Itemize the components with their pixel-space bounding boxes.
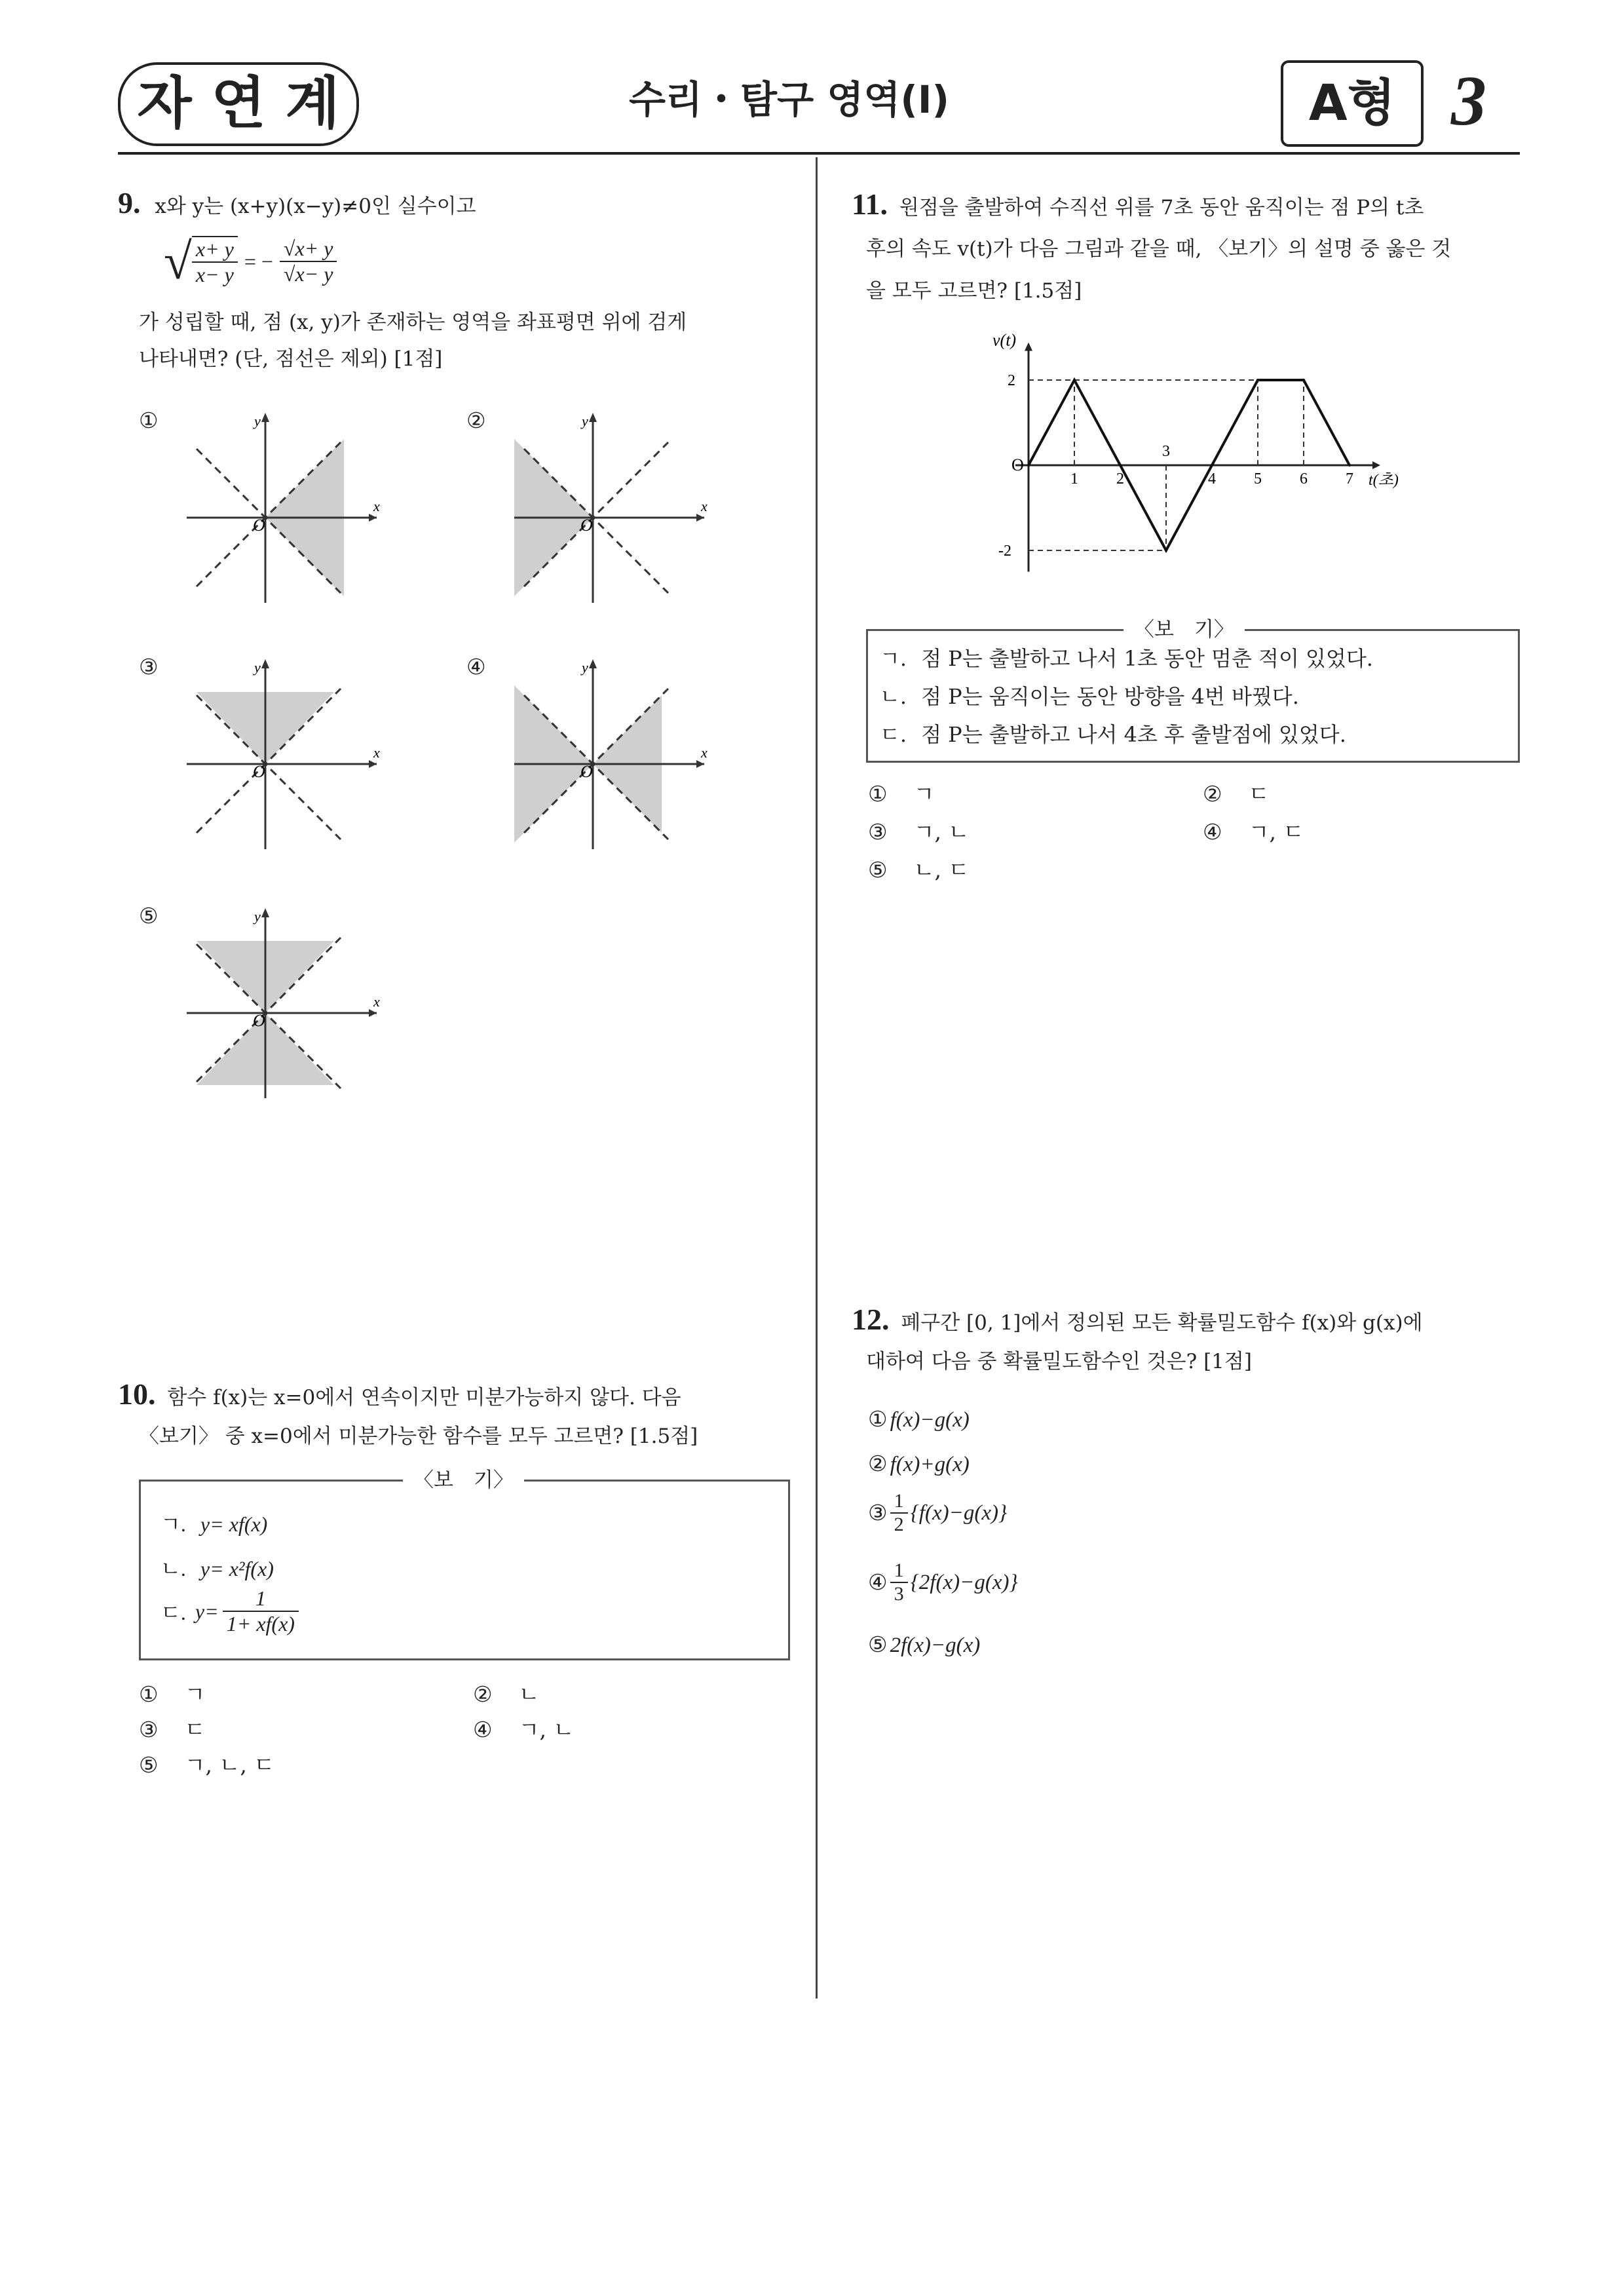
svg-text:y: y <box>582 413 588 429</box>
q9-graph-5[interactable] <box>177 902 387 1105</box>
q12-choice-4[interactable]: ④ $\frac{1}{3}$ {2f(x)−g(x)} <box>868 1559 1018 1605</box>
data-point-t5 <box>1256 379 1259 381</box>
q12-choice-2[interactable]: ② f(x)+g(x) <box>868 1453 970 1476</box>
q12-choice-3[interactable]: ③ $\frac{1}{2}$ {f(x)−g(x)} <box>868 1490 1008 1535</box>
q11-stem-line1: 원점을 출발하여 수직선 위를 7초 동안 움직이는 점 P의 t초 <box>899 196 1424 220</box>
q12-stem-line1: 폐구간 [0, 1]에서 정의된 모든 확률밀도함수 f(x)와 g(x)에 <box>901 1311 1423 1335</box>
x-tick-3: 3 <box>1162 443 1170 460</box>
q10-choice-1[interactable]: ① ㄱ <box>139 1681 206 1707</box>
x-tick-1: 1 <box>1070 470 1078 488</box>
q9-stem-line2: 가 성립할 때, 점 (x, y)가 존재하는 영역을 좌표평면 위에 검게 <box>139 311 687 334</box>
svg-text:O: O <box>253 516 265 535</box>
page-number: 3 <box>1451 62 1486 140</box>
svg-text:y: y <box>254 659 261 676</box>
q9-graph-1[interactable] <box>177 406 387 609</box>
svg-text:O: O <box>253 762 265 781</box>
data-point-t1 <box>1073 379 1076 381</box>
q9-choice-5-mark[interactable]: ⑤ <box>139 903 159 928</box>
svg-text:y: y <box>254 413 261 429</box>
q9-rhs-fraction <box>280 237 337 286</box>
track-label: 자 연 계 <box>137 71 340 136</box>
q10-bogi-box <box>139 1468 790 1660</box>
q10-number: 10. <box>118 1377 156 1411</box>
x-axis-label: t(초) <box>1369 472 1399 489</box>
svg-text:x: x <box>701 744 708 761</box>
q10-item-1: ㄱ. y= xf(x) <box>161 1512 268 1536</box>
svg-text:x: x <box>373 498 380 514</box>
q11-item-2: ㄴ. 점 P는 움직이는 동안 방향을 4번 바꿨다. <box>880 684 1299 709</box>
q11-choice-1[interactable]: ① ㄱ <box>868 781 935 807</box>
q10-item-3: ㄷ. y= $\frac{1}{1+ xf(x)}$ <box>161 1586 299 1636</box>
q12-number: 12. <box>852 1303 890 1336</box>
q9-lhs-fraction <box>192 236 238 287</box>
q9-rhs-denominator: √x− y <box>283 262 333 286</box>
data-point-t6 <box>1302 379 1305 381</box>
x-axis-arrow <box>1372 461 1380 469</box>
q11-bogi-title: 〈보 기〉 <box>1124 617 1245 643</box>
q9-graph-3[interactable] <box>177 653 387 856</box>
q9-stem-line1: x와 y는 (x+y)(x−y)≠0인 실수이고 <box>155 195 476 218</box>
q11-item-3: ㄷ. 점 P는 출발하고 나서 4초 후 출발점에 있었다. <box>880 722 1346 747</box>
svg-text:y: y <box>254 908 261 925</box>
svg-text:y: y <box>582 659 588 676</box>
q10-bogi-title: 〈보 기〉 <box>403 1467 524 1493</box>
q9-choice-4-mark[interactable]: ④ <box>466 654 486 679</box>
form-type-box <box>1281 60 1424 147</box>
y-tick-minus2: -2 <box>998 543 1011 560</box>
q11-item-1: ㄱ. 점 P는 출발하고 나서 1초 동안 멈춘 적이 있었다. <box>880 646 1373 671</box>
q12-stem-line2: 대하여 다음 중 확률밀도함수인 것은? [1점] <box>866 1350 1252 1373</box>
y-axis-arrow <box>1025 343 1032 351</box>
svg-text:O: O <box>580 516 593 535</box>
q10-choice-2[interactable]: ② ㄴ <box>473 1681 540 1707</box>
data-point-t7 <box>1348 464 1351 467</box>
q11-choice-5[interactable]: ⑤ ㄴ, ㄷ <box>868 857 970 883</box>
svg-text:x: x <box>373 744 380 761</box>
q9-choice-1-mark[interactable]: ① <box>139 408 159 433</box>
svg-text:O: O <box>253 1011 265 1030</box>
q11-choice-2[interactable]: ② ㄷ <box>1203 781 1270 807</box>
q9-choice-3-mark[interactable]: ③ <box>139 654 159 679</box>
x-tick-5: 5 <box>1254 470 1262 488</box>
origin-label: O <box>1011 455 1024 474</box>
q11-bogi-box <box>866 618 1520 763</box>
q12-choice-1[interactable]: ① f(x)−g(x) <box>868 1408 970 1432</box>
svg-text:x: x <box>373 993 380 1010</box>
q10-stem-line1: 함수 f(x)는 x=0에서 연속이지만 미분가능하지 않다. 다음 <box>167 1386 681 1409</box>
data-point-t4 <box>1211 464 1213 467</box>
column-divider <box>816 157 818 1999</box>
q9-stem-line3: 나타내면? (단, 점선은 제외) [1점] <box>139 347 443 371</box>
data-point-t3 <box>1165 549 1167 552</box>
q11-choice-3[interactable]: ③ ㄱ, ㄴ <box>868 819 970 845</box>
q9-lhs-denominator: x− y <box>195 263 234 286</box>
q10-choice-3[interactable]: ③ ㄷ <box>139 1717 206 1742</box>
x-tick-4: 4 <box>1208 470 1216 488</box>
q9-eq-sign: = − <box>244 249 273 273</box>
q9-choice-2-mark[interactable]: ② <box>466 408 486 433</box>
q9-graph-4[interactable] <box>504 653 714 856</box>
y-axis-label: v(t) <box>992 330 1017 350</box>
q10-choice-4[interactable]: ④ ㄱ, ㄴ <box>473 1717 575 1742</box>
q11-stem-line2: 후의 속도 v(t)가 다음 그림과 같을 때, 〈보기〉의 설명 중 옳은 것 <box>866 237 1452 261</box>
q9-rhs-numerator: √x+ y <box>280 237 337 262</box>
q9-number: 9. <box>118 186 141 220</box>
svg-text:O: O <box>580 762 593 781</box>
q11-number: 11. <box>852 187 888 221</box>
q9-lhs-numerator: x+ y <box>192 237 238 263</box>
x-tick-6: 6 <box>1300 470 1308 488</box>
section-title: 수리・탐구 영역(Ⅰ) <box>629 77 949 122</box>
form-type-label: A형 <box>1308 73 1396 132</box>
q9-graph-2[interactable] <box>504 406 714 609</box>
y-tick-2: 2 <box>1008 372 1015 389</box>
q12-choice-5[interactable]: ⑤ 2f(x)−g(x) <box>868 1634 981 1657</box>
q11-stem-line3: 을 모두 고르면? [1.5점] <box>866 279 1082 303</box>
data-point-t2 <box>1119 464 1122 467</box>
x-tick-2: 2 <box>1116 470 1124 488</box>
q11-velocity-graph <box>983 330 1428 590</box>
q11-choice-4[interactable]: ④ ㄱ, ㄷ <box>1203 819 1304 845</box>
data-point-t0 <box>1027 464 1030 467</box>
svg-text:x: x <box>701 498 708 514</box>
x-tick-7: 7 <box>1346 470 1353 488</box>
track-badge <box>118 62 359 146</box>
q9-equation: √ $\frac{x+ y}{x- y}$ = − $\frac{√x+ y}{√x- y}$ <box>164 236 337 287</box>
q10-choice-5[interactable]: ⑤ ㄱ, ㄴ, ㄷ <box>139 1752 275 1778</box>
q10-stem-line2: 〈보기〉 중 x=0에서 미분가능한 함수를 모두 고르면? [1.5점] <box>139 1425 698 1448</box>
q10-item-2: ㄴ. y= x²f(x) <box>161 1557 274 1580</box>
header-rule <box>118 152 1520 155</box>
